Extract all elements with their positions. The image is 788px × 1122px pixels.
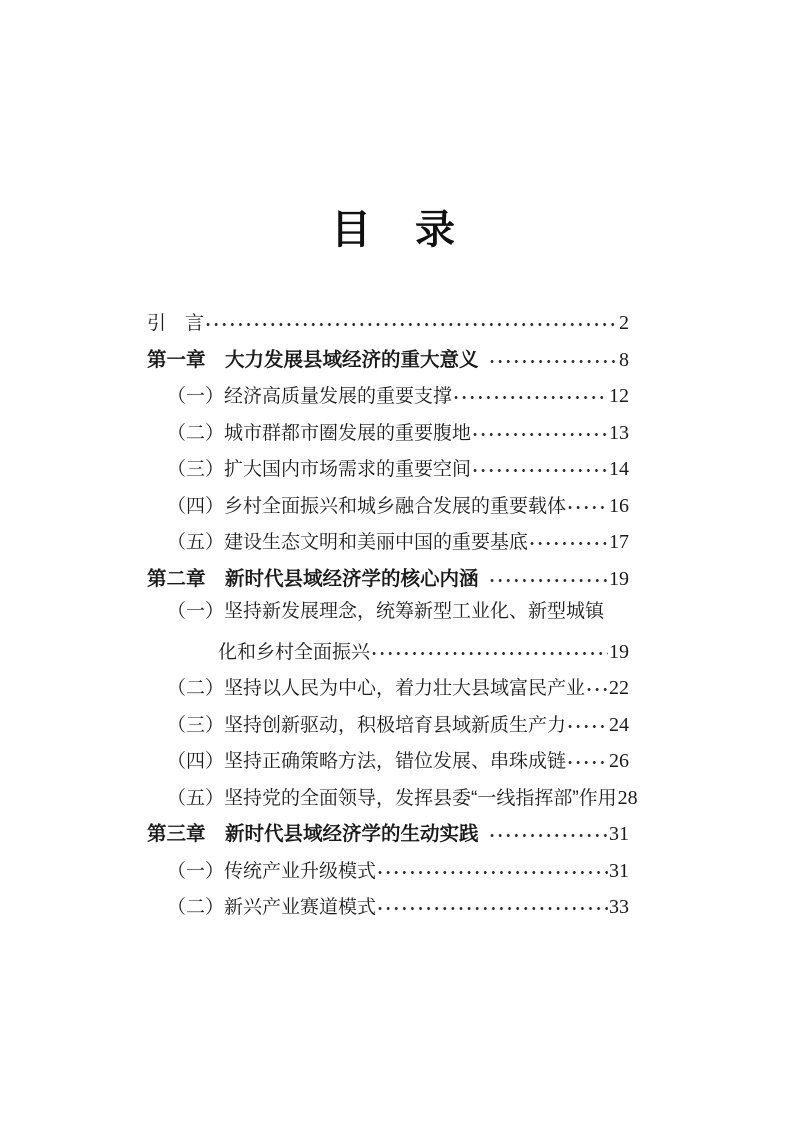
toc-entry-1-3[interactable]	[147, 456, 629, 493]
toc-entry-label: （一）坚持新发展理念，统筹新型工业化、新型城镇	[167, 601, 605, 622]
leader-dots	[376, 894, 608, 913]
toc-page-number: 12	[609, 385, 629, 407]
toc-entry-label: （四）坚持正确策略方法，错位发展、串珠成链	[167, 751, 567, 772]
toc-page-number: 16	[609, 494, 629, 517]
toc-entry-label: （一）经济高质量发展的重要支撑	[167, 386, 453, 407]
leader-dots	[566, 712, 608, 731]
page-title: 目 录	[331, 208, 457, 252]
toc-entry-label: （三）扩大国内市场需求的重要空间	[167, 459, 472, 480]
toc-entry-chapter-2[interactable]	[147, 566, 629, 603]
toc-entry-label: （二）城市群都市圈发展的重要腹地	[167, 422, 472, 444]
toc-entry-label: （一）传统产业升级模式	[167, 860, 377, 882]
leader-dots	[376, 858, 608, 877]
toc-entry-label: 第二章 新时代县域经济学的核心内涵	[147, 567, 479, 590]
leader-dots	[488, 566, 608, 585]
toc-entry-preface[interactable]	[147, 310, 629, 347]
leader-dots	[204, 310, 618, 329]
toc-entry-chapter-3[interactable]	[147, 821, 629, 858]
toc-page-number: 31	[609, 859, 629, 882]
table-of-contents	[147, 310, 638, 931]
toc-entry-label: 引 言	[147, 313, 205, 334]
toc-entry-2-3[interactable]	[147, 712, 629, 749]
leader-dots	[566, 493, 608, 512]
toc-entry-2-4[interactable]	[147, 748, 629, 785]
toc-page-number: 31	[609, 823, 629, 845]
leader-dots	[370, 639, 608, 658]
toc-entry-label: 第三章 新时代县域经济学的生动实践	[147, 823, 479, 845]
toc-page-number: 17	[609, 531, 629, 553]
toc-page-number: 2	[619, 312, 629, 334]
toc-entry-chapter-1[interactable]	[147, 347, 629, 384]
toc-entry-label: （四）乡村全面振兴和城乡融合发展的重要载体	[167, 495, 567, 517]
toc-page-number: 8	[619, 348, 629, 371]
toc-entry-label: （五）坚持党的全面领导，发挥县委“一线指挥部”作用	[167, 787, 617, 809]
leader-dots	[452, 383, 608, 402]
toc-entry-1-1[interactable]	[147, 383, 629, 420]
toc-page-number: 26	[609, 750, 629, 772]
toc-page-number: 14	[609, 458, 629, 480]
leader-dots	[471, 456, 608, 475]
toc-entry-1-5[interactable]	[147, 529, 629, 566]
toc-entry-2-1-line1[interactable]	[147, 602, 629, 639]
toc-page-number: 28	[617, 786, 638, 809]
toc-entry-label: （二）坚持以人民为中心，着力壮大县域富民产业	[167, 678, 586, 699]
toc-page-number: 13	[609, 421, 629, 444]
leader-dots	[488, 347, 618, 366]
toc-entry-label: （五）建设生态文明和美丽中国的重要基底	[167, 532, 529, 553]
toc-entry-label: （二）新兴产业赛道模式	[167, 897, 377, 918]
toc-entry-label: 第一章 大力发展县域经济的重大意义	[147, 348, 479, 371]
toc-entry-3-2[interactable]	[147, 894, 629, 931]
toc-entry-1-4[interactable]	[147, 493, 629, 530]
toc-page-number: 19	[609, 640, 629, 663]
leader-dots	[488, 821, 608, 840]
toc-entry-1-2[interactable]	[147, 420, 629, 457]
leader-dots	[528, 529, 608, 548]
leader-dots	[585, 675, 608, 694]
toc-page-number: 19	[609, 567, 629, 590]
toc-page-number: 22	[609, 677, 629, 699]
toc-entry-label: （三）坚持创新驱动，积极培育县域新质生产力	[167, 714, 567, 736]
toc-page-number: 33	[609, 896, 629, 918]
toc-entry-label-continued: 化和乡村全面振兴	[218, 641, 371, 663]
leader-dots	[566, 748, 608, 767]
toc-entry-2-1-line2[interactable]	[147, 639, 629, 676]
leader-dots	[471, 420, 608, 439]
toc-entry-2-2[interactable]	[147, 675, 629, 712]
toc-entry-3-1[interactable]	[147, 858, 629, 895]
toc-entry-2-5[interactable]	[147, 785, 638, 822]
toc-page-number: 24	[609, 713, 629, 736]
